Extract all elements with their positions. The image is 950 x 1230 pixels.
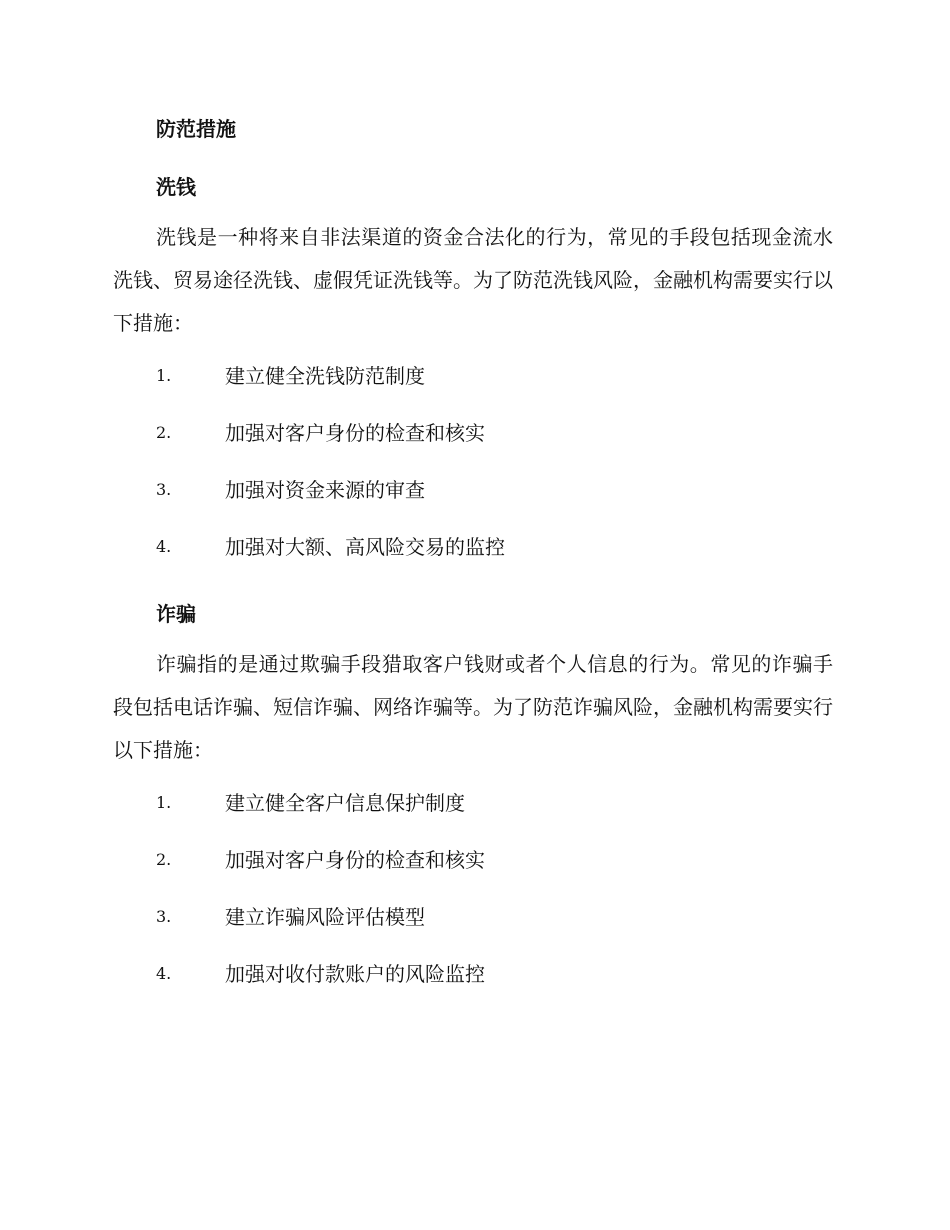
measure-list-fraud (113, 784, 833, 1012)
list-item-number: 1. (156, 366, 172, 385)
list-item (113, 528, 833, 585)
list-item-number: 4. (156, 537, 172, 556)
list-item-number: 3. (156, 907, 172, 926)
list-item-text: 建立健全洗钱防范制度 (225, 364, 425, 388)
section-paragraph-money-laundering: 洗钱是一种将来自非法渠道的资金合法化的行为，常见的手段包括现金流水洗钱、贸易途径洗钱、虚假凭证洗钱等。为了防范洗钱风险，金融机构需要实行以下措施： (113, 225, 833, 335)
list-item (113, 471, 833, 528)
list-item-text: 加强对大额、高风险交易的监控 (225, 535, 505, 559)
list-item-number: 1. (156, 793, 172, 812)
list-item (113, 414, 833, 471)
list-item-number: 4. (156, 964, 172, 983)
measure-list-money-laundering (113, 357, 833, 585)
section-heading-money-laundering: 洗钱 (156, 175, 196, 199)
list-item (113, 357, 833, 414)
page-title: 防范措施 (156, 117, 236, 141)
list-item-text: 加强对收付款账户的风险监控 (225, 962, 485, 986)
list-item-number: 2. (156, 423, 172, 442)
section-paragraph-fraud: 诈骗指的是通过欺骗手段猎取客户钱财或者个人信息的行为。常见的诈骗手段包括电话诈骗、短信诈骗、网络诈骗等。为了防范诈骗风险，金融机构需要实行以下措施： (113, 652, 833, 762)
list-item-number: 2. (156, 850, 172, 869)
list-item-text: 建立诈骗风险评估模型 (225, 905, 425, 929)
list-item (113, 955, 833, 1012)
list-item (113, 841, 833, 898)
list-item-number: 3. (156, 480, 172, 499)
list-item-text: 加强对资金来源的审查 (225, 478, 425, 502)
document-body (113, 110, 833, 1022)
list-item-text: 建立健全客户信息保护制度 (225, 791, 465, 815)
section-heading-fraud: 诈骗 (156, 602, 196, 626)
list-item-text: 加强对客户身份的检查和核实 (225, 848, 485, 872)
list-item (113, 784, 833, 841)
list-item-text: 加强对客户身份的检查和核实 (225, 421, 485, 445)
list-item (113, 898, 833, 955)
